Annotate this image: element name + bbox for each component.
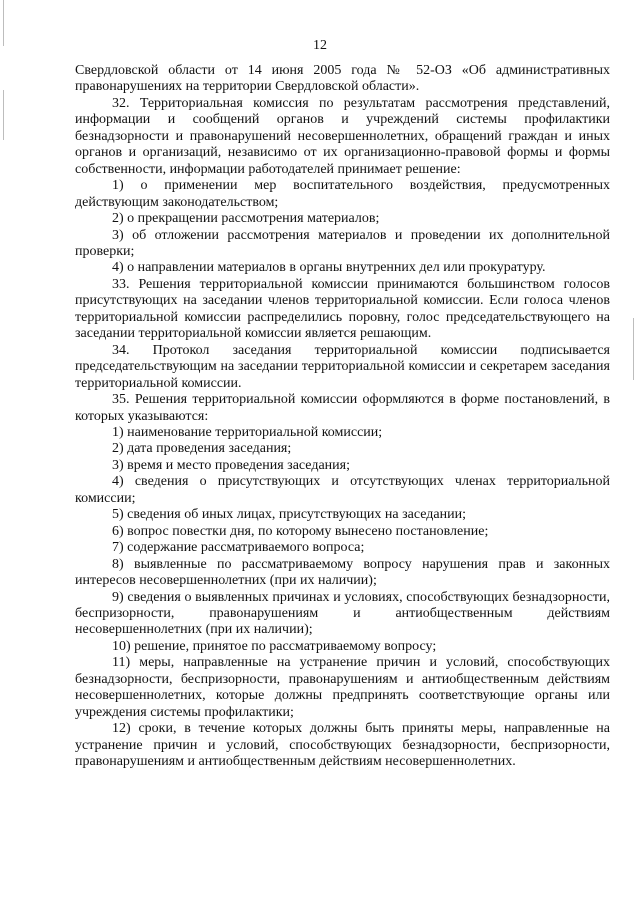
paragraph-32-item-2: 2) о прекращении рассмотрения материалов; xyxy=(112,211,380,227)
paragraph-35: 35. Решения территориальной комиссии оформляются в форме постановлений, в которых указываются: xyxy=(75,392,610,424)
paragraph-35-item-11: 11) меры, направленные на устранение причин и условий, способствующих безнадзорности, беспризорности, правонарушениям и антиобщественным действиям несовершеннолетних, которые должны предпринять соответствующие органы или учреждения системы профилактики; xyxy=(75,655,610,720)
paragraph-32-item-1: 1) о применении мер воспитательного воздействия, предусмотренных действующим законодательством; xyxy=(75,178,610,210)
document-body xyxy=(75,63,610,770)
paragraph-35-item-10: 10) решение, принятое по рассматриваемому вопросу; xyxy=(112,638,437,654)
paragraph-35-item-5: 5) сведения об иных лицах, присутствующих на заседании; xyxy=(112,507,466,523)
paragraph-32-item-3: 3) об отложении рассмотрения материалов и проведении их дополнительной проверки; xyxy=(75,227,610,259)
paragraph-32-item-4: 4) о направлении материалов в органы внутренних дел или прокуратуру. xyxy=(112,260,546,276)
scan-margin-mark xyxy=(3,90,4,140)
paragraph-34: 34. Протокол заседания территориальной комиссии подписывается председательствующим на заседании территориальной комиссии и секретарем заседания территориальной комиссии. xyxy=(75,342,610,391)
paragraph-35-item-2: 2) дата проведения заседания; xyxy=(112,441,292,457)
paragraph-32: 32. Территориальная комиссия по результатам рассмотрения представлений, информации и сообщений органов и учреждений системы профилактики безнадзорности и правонарушений несовершеннолетних, обращений граждан и иных органов и организаций, независимо от их организационно-правовой формы и формы собственности, информации работодателей принимает решение: xyxy=(75,95,610,177)
paragraph-35-item-8: 8) выявленные по рассматриваемому вопросу нарушения прав и законных интересов несовершеннолетних (при их наличии); xyxy=(75,556,610,589)
paragraph-33: 33. Решения территориальной комиссии принимаются большинством голосов присутствующих на заседании членов территориальной комиссии. Если голоса членов территориальной комиссии распределились поровну, голос председательствующего на заседании территориальной комиссии является решающим. xyxy=(75,276,610,342)
paragraph-continuation: Свердловской области от 14 июня 2005 года № 52-ОЗ «Об административных правонарушениях на территории Свердловской области». xyxy=(75,63,610,95)
paragraph-35-item-6: 6) вопрос повестки дня, по которому вынесено постановление; xyxy=(112,523,489,539)
scan-margin-mark xyxy=(633,318,634,380)
paragraph-35-item-4: 4) сведения о присутствующих и отсутствующих членах территориальной комиссии; xyxy=(75,474,610,506)
page-number: 12 xyxy=(313,38,327,53)
paragraph-35-item-7: 7) содержание рассматриваемого вопроса; xyxy=(112,540,365,556)
paragraph-35-item-1: 1) наименование территориальной комиссии; xyxy=(112,424,383,440)
paragraph-35-item-9: 9) сведения о выявленных причинах и условиях, способствующих безнадзорности, беспризорности, правонарушениям и антиобщественным действиям несовершеннолетних (при их наличии); xyxy=(75,589,610,638)
paragraph-35-item-3: 3) время и место проведения заседания; xyxy=(112,457,350,473)
paragraph-35-item-12: 12) сроки, в течение которых должны быть приняты меры, направленные на устранение причин и условий, способствующих безнадзорности, беспризорности, правонарушениям и антиобщественным действиям несовершеннолетних. xyxy=(75,721,610,770)
